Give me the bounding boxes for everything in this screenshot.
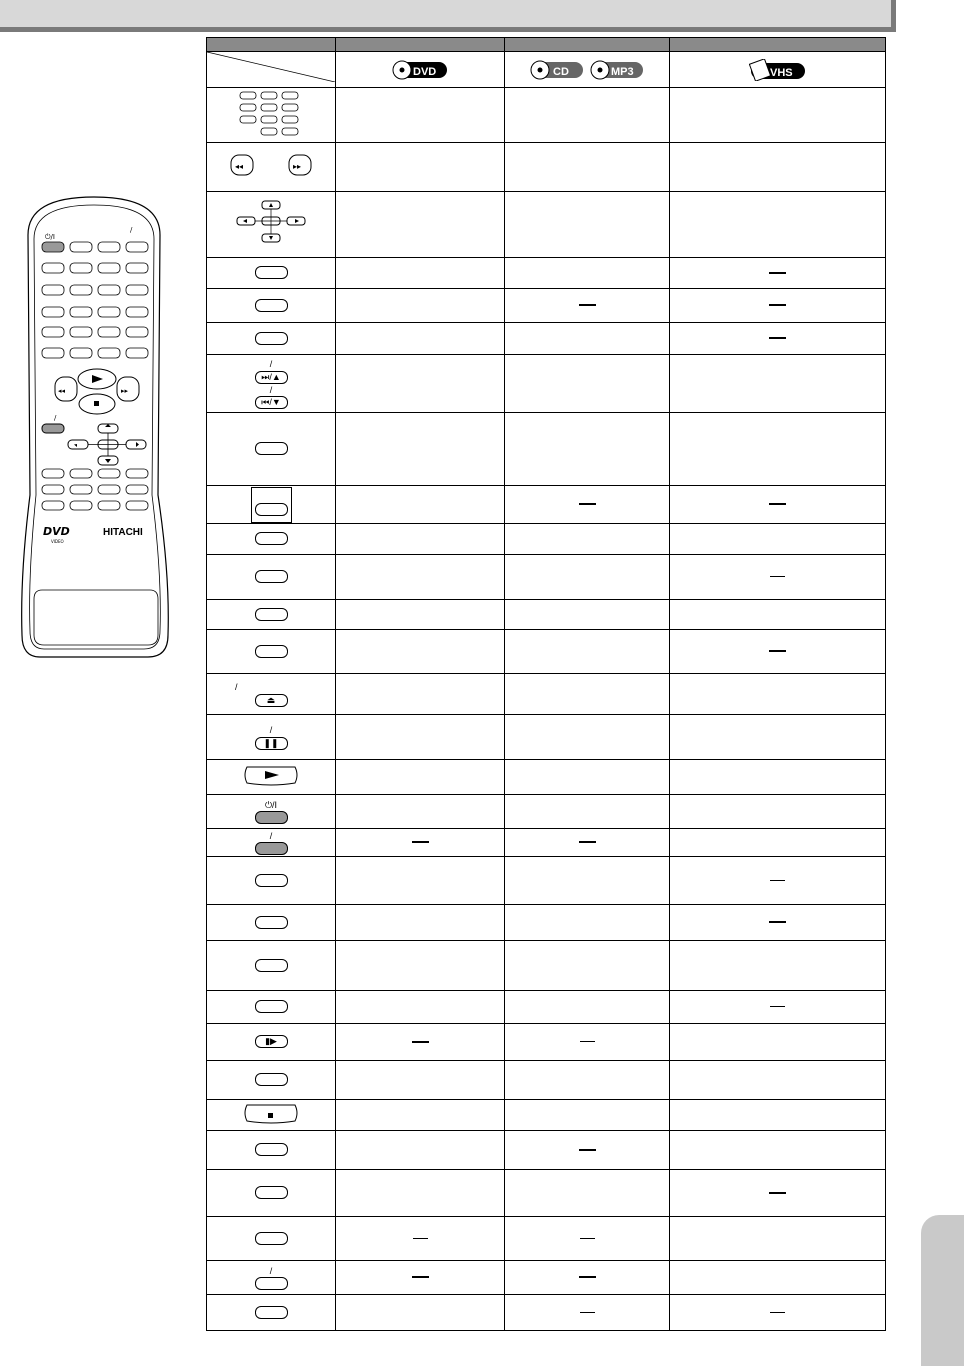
dvd-cell bbox=[336, 555, 505, 600]
cd-cell bbox=[505, 323, 670, 355]
remote-control-illustration bbox=[18, 195, 170, 660]
header-cell-vhs bbox=[670, 38, 886, 52]
not-available-mark bbox=[769, 337, 786, 339]
dvd-cell bbox=[336, 905, 505, 941]
dvd-cell bbox=[336, 795, 505, 829]
dvd-cell bbox=[336, 941, 505, 991]
remote-key bbox=[126, 327, 148, 337]
vhs-cell bbox=[670, 486, 886, 524]
table-row bbox=[207, 88, 886, 143]
dvd-cell bbox=[336, 258, 505, 289]
not-available-mark bbox=[769, 304, 786, 306]
cursor-keys-icon bbox=[233, 199, 309, 245]
not-available-mark bbox=[413, 1238, 428, 1239]
button-cell bbox=[207, 857, 336, 905]
dvd-cell bbox=[336, 674, 505, 715]
cd-cell bbox=[505, 192, 670, 258]
remote-button-icon bbox=[255, 532, 288, 545]
remote-key bbox=[98, 307, 120, 317]
remote-key bbox=[126, 348, 148, 358]
svg-text:HITACHI: HITACHI bbox=[103, 527, 143, 538]
dvd-logo-cell bbox=[336, 52, 505, 88]
vhs-cell bbox=[670, 1217, 886, 1261]
remote-button-icon: ⏮/▼ bbox=[255, 396, 288, 409]
table-row bbox=[207, 486, 886, 524]
dvd-cell bbox=[336, 143, 505, 192]
cd-cell bbox=[505, 355, 670, 413]
vhs-tape-icon bbox=[749, 59, 807, 81]
not-available-mark bbox=[580, 1312, 595, 1313]
table-row bbox=[207, 143, 886, 192]
table-row bbox=[207, 991, 886, 1024]
cd-cell bbox=[505, 630, 670, 674]
svg-text:DVD: DVD bbox=[43, 525, 70, 538]
table-row bbox=[207, 413, 886, 486]
button-cell bbox=[207, 1061, 336, 1100]
top-banner bbox=[0, 0, 891, 27]
not-available-mark bbox=[412, 841, 429, 843]
cd-cell bbox=[505, 555, 670, 600]
cd-cell bbox=[505, 413, 670, 486]
remote-key bbox=[98, 348, 120, 358]
dvd-cell bbox=[336, 1261, 505, 1295]
remote-key bbox=[126, 242, 148, 252]
button-cell bbox=[207, 355, 336, 413]
svg-text:◂◂: ◂◂ bbox=[58, 387, 66, 395]
button-cell bbox=[207, 258, 336, 289]
mp3-disc-icon bbox=[589, 60, 645, 80]
dvd-cell bbox=[336, 413, 505, 486]
remote-button-icon bbox=[255, 1232, 288, 1245]
cd-cell bbox=[505, 760, 670, 795]
remote-key bbox=[42, 285, 64, 295]
not-available-mark bbox=[579, 841, 596, 843]
dvd-cell bbox=[336, 630, 505, 674]
table-row bbox=[207, 192, 886, 258]
svg-text:VHS: VHS bbox=[769, 66, 793, 79]
remote-key bbox=[98, 263, 120, 273]
remote-button-icon bbox=[255, 442, 288, 455]
vhs-cell bbox=[670, 524, 886, 555]
table-row bbox=[207, 1295, 886, 1331]
remote-button-icon bbox=[255, 842, 288, 855]
dvd-cell bbox=[336, 355, 505, 413]
remote-button-icon bbox=[255, 299, 288, 312]
remote-key bbox=[98, 485, 120, 494]
remote-key bbox=[42, 501, 64, 510]
table-row bbox=[207, 760, 886, 795]
table-row bbox=[207, 1217, 886, 1261]
button-cell bbox=[207, 674, 336, 715]
vhs-logo-cell bbox=[670, 52, 886, 88]
not-available-mark bbox=[580, 1041, 595, 1042]
remote-key bbox=[42, 469, 64, 478]
rewind-fastforward-icon bbox=[229, 153, 313, 177]
button-cell bbox=[207, 600, 336, 630]
cd-cell bbox=[505, 600, 670, 630]
dvd-cell bbox=[336, 323, 505, 355]
svg-text:DVD: DVD bbox=[413, 65, 437, 78]
remote-button-icon bbox=[255, 874, 288, 887]
remote-button-icon bbox=[255, 1277, 288, 1290]
remote-button-icon: ⏏ bbox=[255, 694, 288, 707]
vhs-cell bbox=[670, 1295, 886, 1331]
remote-key bbox=[70, 285, 92, 295]
vhs-cell bbox=[670, 413, 886, 486]
not-available-mark bbox=[769, 272, 786, 274]
table-row bbox=[207, 857, 886, 905]
table-row bbox=[207, 1261, 886, 1295]
cd-cell bbox=[505, 674, 670, 715]
cd-cell bbox=[505, 905, 670, 941]
button-cell bbox=[207, 413, 336, 486]
table-row bbox=[207, 555, 886, 600]
vhs-cell bbox=[670, 1131, 886, 1170]
pause-button-icon: / ❚❚ bbox=[207, 724, 335, 749]
cd-cell bbox=[505, 715, 670, 760]
button-cell bbox=[207, 289, 336, 323]
cd-cell bbox=[505, 289, 670, 323]
table-row bbox=[207, 630, 886, 674]
remote-key bbox=[126, 501, 148, 510]
remote-button-icon bbox=[255, 916, 288, 929]
skip-keys-icon: / ⏭/▲ / ⏮/▼ bbox=[207, 358, 335, 408]
table-header-bar bbox=[207, 38, 886, 52]
cd-cell bbox=[505, 941, 670, 991]
table-row bbox=[207, 674, 886, 715]
remote-key bbox=[42, 263, 64, 273]
remote-button-icon: ⏭/▲ bbox=[255, 371, 288, 384]
button-cell bbox=[207, 192, 336, 258]
vhs-cell bbox=[670, 555, 886, 600]
dvd-cell bbox=[336, 760, 505, 795]
table-row bbox=[207, 289, 886, 323]
table-row bbox=[207, 941, 886, 991]
vhs-cell bbox=[670, 905, 886, 941]
header-cell-dvd bbox=[336, 38, 505, 52]
number-keys-icon bbox=[236, 90, 306, 136]
cd-cell bbox=[505, 1261, 670, 1295]
cd-cell bbox=[505, 486, 670, 524]
table-row bbox=[207, 524, 886, 555]
button-cell bbox=[207, 991, 336, 1024]
table-row bbox=[207, 905, 886, 941]
vhs-cell bbox=[670, 258, 886, 289]
vhs-cell bbox=[670, 88, 886, 143]
dvd-cell bbox=[336, 289, 505, 323]
remote-key bbox=[42, 327, 64, 337]
eject-button-icon: / ⏏ bbox=[207, 681, 335, 706]
dvd-disc-icon bbox=[391, 60, 449, 80]
not-available-mark bbox=[769, 503, 786, 505]
remote-button-icon: ❚❚ bbox=[255, 737, 288, 750]
cd-cell bbox=[505, 1100, 670, 1131]
power-button-icon: ⏻/I bbox=[207, 800, 335, 824]
play-button-icon bbox=[241, 763, 301, 787]
logo-row bbox=[207, 52, 886, 88]
remote-button-icon bbox=[255, 811, 288, 824]
remote-key bbox=[70, 263, 92, 273]
dvd-cell bbox=[336, 600, 505, 630]
svg-text:◂◂: ◂◂ bbox=[235, 161, 244, 171]
dvd-cell bbox=[336, 857, 505, 905]
remote-key bbox=[70, 501, 92, 510]
table-row bbox=[207, 323, 886, 355]
cd-cell bbox=[505, 795, 670, 829]
remote-button-icon bbox=[255, 1143, 288, 1156]
not-available-mark bbox=[579, 1276, 596, 1278]
dvd-cell bbox=[336, 1131, 505, 1170]
cd-cell bbox=[505, 143, 670, 192]
svg-text:VIDEO: VIDEO bbox=[51, 539, 64, 544]
remote-key bbox=[98, 327, 120, 337]
remote-button-icon bbox=[255, 332, 288, 345]
cd-cell bbox=[505, 1131, 670, 1170]
remote-button-icon bbox=[255, 1000, 288, 1013]
remote-button-icon bbox=[255, 645, 288, 658]
vhs-cell bbox=[670, 323, 886, 355]
button-cell bbox=[207, 524, 336, 555]
table-row bbox=[207, 1170, 886, 1217]
remote-key bbox=[126, 285, 148, 295]
dvd-cell bbox=[336, 486, 505, 524]
vhs-cell bbox=[670, 829, 886, 857]
cd-cell bbox=[505, 88, 670, 143]
not-available-mark bbox=[770, 576, 785, 577]
not-available-mark bbox=[579, 304, 596, 306]
vhs-cell bbox=[670, 715, 886, 760]
dvd-cell bbox=[336, 1295, 505, 1331]
remote-key bbox=[42, 485, 64, 494]
not-available-mark bbox=[412, 1041, 429, 1043]
button-cell bbox=[207, 1131, 336, 1170]
vhs-cell bbox=[670, 192, 886, 258]
vhs-cell bbox=[670, 630, 886, 674]
remote-key bbox=[42, 307, 64, 317]
button-cell bbox=[207, 1261, 336, 1295]
button-cell bbox=[207, 941, 336, 991]
top-banner-shadow-right bbox=[891, 0, 896, 32]
not-available-mark bbox=[412, 1276, 429, 1278]
button-cell bbox=[207, 555, 336, 600]
cd-cell bbox=[505, 991, 670, 1024]
cd-cell bbox=[505, 1024, 670, 1061]
vhs-cell bbox=[670, 795, 886, 829]
button-function-table bbox=[206, 37, 886, 1331]
not-available-mark bbox=[770, 880, 785, 881]
remote-key bbox=[70, 485, 92, 494]
remote-key bbox=[126, 469, 148, 478]
dvd-cell bbox=[336, 1061, 505, 1100]
not-available-mark bbox=[579, 1149, 596, 1151]
vhs-cell bbox=[670, 1100, 886, 1131]
remote-power-label: ⏻/I bbox=[45, 233, 55, 241]
remote-key bbox=[70, 327, 92, 337]
dvd-cell bbox=[336, 715, 505, 760]
remote-key bbox=[42, 242, 64, 252]
remote-slash-top: / bbox=[130, 226, 133, 234]
svg-text:MP3: MP3 bbox=[611, 65, 634, 78]
remote-button-icon bbox=[255, 570, 288, 583]
vhs-cell bbox=[670, 1261, 886, 1295]
remote-button-icon bbox=[255, 1073, 288, 1086]
gray-button-icon: / bbox=[207, 831, 335, 855]
stop-button-icon bbox=[241, 1101, 301, 1125]
vhs-cell bbox=[670, 941, 886, 991]
remote-key bbox=[70, 469, 92, 478]
table-row bbox=[207, 1061, 886, 1100]
button-cell bbox=[207, 760, 336, 795]
not-available-mark bbox=[579, 503, 596, 505]
dvd-cell bbox=[336, 192, 505, 258]
vhs-cell bbox=[670, 760, 886, 795]
dvd-cell bbox=[336, 829, 505, 857]
remote-button-icon bbox=[255, 503, 288, 516]
remote-button-icon bbox=[255, 1186, 288, 1199]
cd-mp3-logo-cell bbox=[505, 52, 670, 88]
cd-cell bbox=[505, 258, 670, 289]
dvd-cell bbox=[336, 524, 505, 555]
remote-key bbox=[70, 348, 92, 358]
not-available-mark bbox=[769, 921, 786, 923]
button-cell bbox=[207, 486, 336, 524]
remote-button-icon bbox=[255, 959, 288, 972]
table-row bbox=[207, 600, 886, 630]
svg-text:▸▸: ▸▸ bbox=[293, 161, 302, 171]
vhs-cell bbox=[670, 674, 886, 715]
button-cell bbox=[207, 795, 336, 829]
cd-cell bbox=[505, 524, 670, 555]
dvd-cell bbox=[336, 1170, 505, 1217]
header-cell-button bbox=[207, 38, 336, 52]
button-cell bbox=[207, 323, 336, 355]
remote-button-icon bbox=[255, 1306, 288, 1319]
button-cell bbox=[207, 1170, 336, 1217]
dvd-cell bbox=[336, 88, 505, 143]
vhs-cell bbox=[670, 1024, 886, 1061]
button-cell bbox=[207, 829, 336, 857]
table-row bbox=[207, 715, 886, 760]
button-cell bbox=[207, 715, 336, 760]
table-row bbox=[207, 829, 886, 857]
top-banner-shadow bbox=[0, 27, 896, 32]
dvd-cell bbox=[336, 1217, 505, 1261]
table-row bbox=[207, 795, 886, 829]
vhs-cell bbox=[670, 1061, 886, 1100]
table-row bbox=[207, 1024, 886, 1061]
vhs-cell bbox=[670, 1170, 886, 1217]
remote-key bbox=[70, 307, 92, 317]
cd-cell bbox=[505, 1295, 670, 1331]
cd-cell bbox=[505, 1061, 670, 1100]
remote-key bbox=[98, 285, 120, 295]
remote-key bbox=[98, 501, 120, 510]
not-available-mark bbox=[769, 1192, 786, 1194]
dvd-cell bbox=[336, 991, 505, 1024]
cd-cell bbox=[505, 1170, 670, 1217]
remote-key bbox=[126, 307, 148, 317]
remote-button-icon bbox=[255, 608, 288, 621]
table-row bbox=[207, 258, 886, 289]
vhs-cell bbox=[670, 143, 886, 192]
remote-key bbox=[42, 348, 64, 358]
header-cell-cd bbox=[505, 38, 670, 52]
vhs-cell bbox=[670, 857, 886, 905]
svg-text:CD: CD bbox=[552, 65, 569, 78]
svg-text:▸▸: ▸▸ bbox=[121, 387, 129, 395]
cd-cell bbox=[505, 857, 670, 905]
button-cell bbox=[207, 88, 336, 143]
button-cell bbox=[207, 1024, 336, 1061]
dvd-cell bbox=[336, 1100, 505, 1131]
not-available-mark bbox=[580, 1238, 595, 1239]
button-cell bbox=[207, 143, 336, 192]
diagonal-cell bbox=[207, 52, 336, 88]
remote-key bbox=[98, 242, 120, 252]
not-available-mark bbox=[770, 1312, 785, 1313]
table-row bbox=[207, 1100, 886, 1131]
button-cell bbox=[207, 1100, 336, 1131]
remote-key bbox=[126, 263, 148, 273]
button-cell bbox=[207, 1217, 336, 1261]
vhs-cell bbox=[670, 600, 886, 630]
remote-key bbox=[70, 242, 92, 252]
not-available-mark bbox=[770, 1006, 785, 1007]
cd-cell bbox=[505, 1217, 670, 1261]
cd-cell bbox=[505, 829, 670, 857]
remote-button-icon bbox=[255, 266, 288, 279]
not-available-mark bbox=[769, 650, 786, 652]
cd-disc-icon bbox=[529, 60, 585, 80]
svg-text:/: / bbox=[54, 414, 57, 422]
slash-button-icon: / bbox=[207, 1266, 335, 1290]
table-row bbox=[207, 355, 886, 413]
remote-key bbox=[126, 485, 148, 494]
remote-button-icon: ▮▶ bbox=[255, 1035, 288, 1048]
vhs-cell bbox=[670, 289, 886, 323]
button-cell bbox=[207, 630, 336, 674]
dvd-cell bbox=[336, 1024, 505, 1061]
framed-button-icon bbox=[251, 487, 292, 523]
button-cell bbox=[207, 905, 336, 941]
vhs-cell bbox=[670, 355, 886, 413]
remote-key bbox=[98, 469, 120, 478]
section-side-tab bbox=[921, 1215, 964, 1366]
table-row bbox=[207, 1131, 886, 1170]
button-cell bbox=[207, 1295, 336, 1331]
vhs-cell bbox=[670, 991, 886, 1024]
